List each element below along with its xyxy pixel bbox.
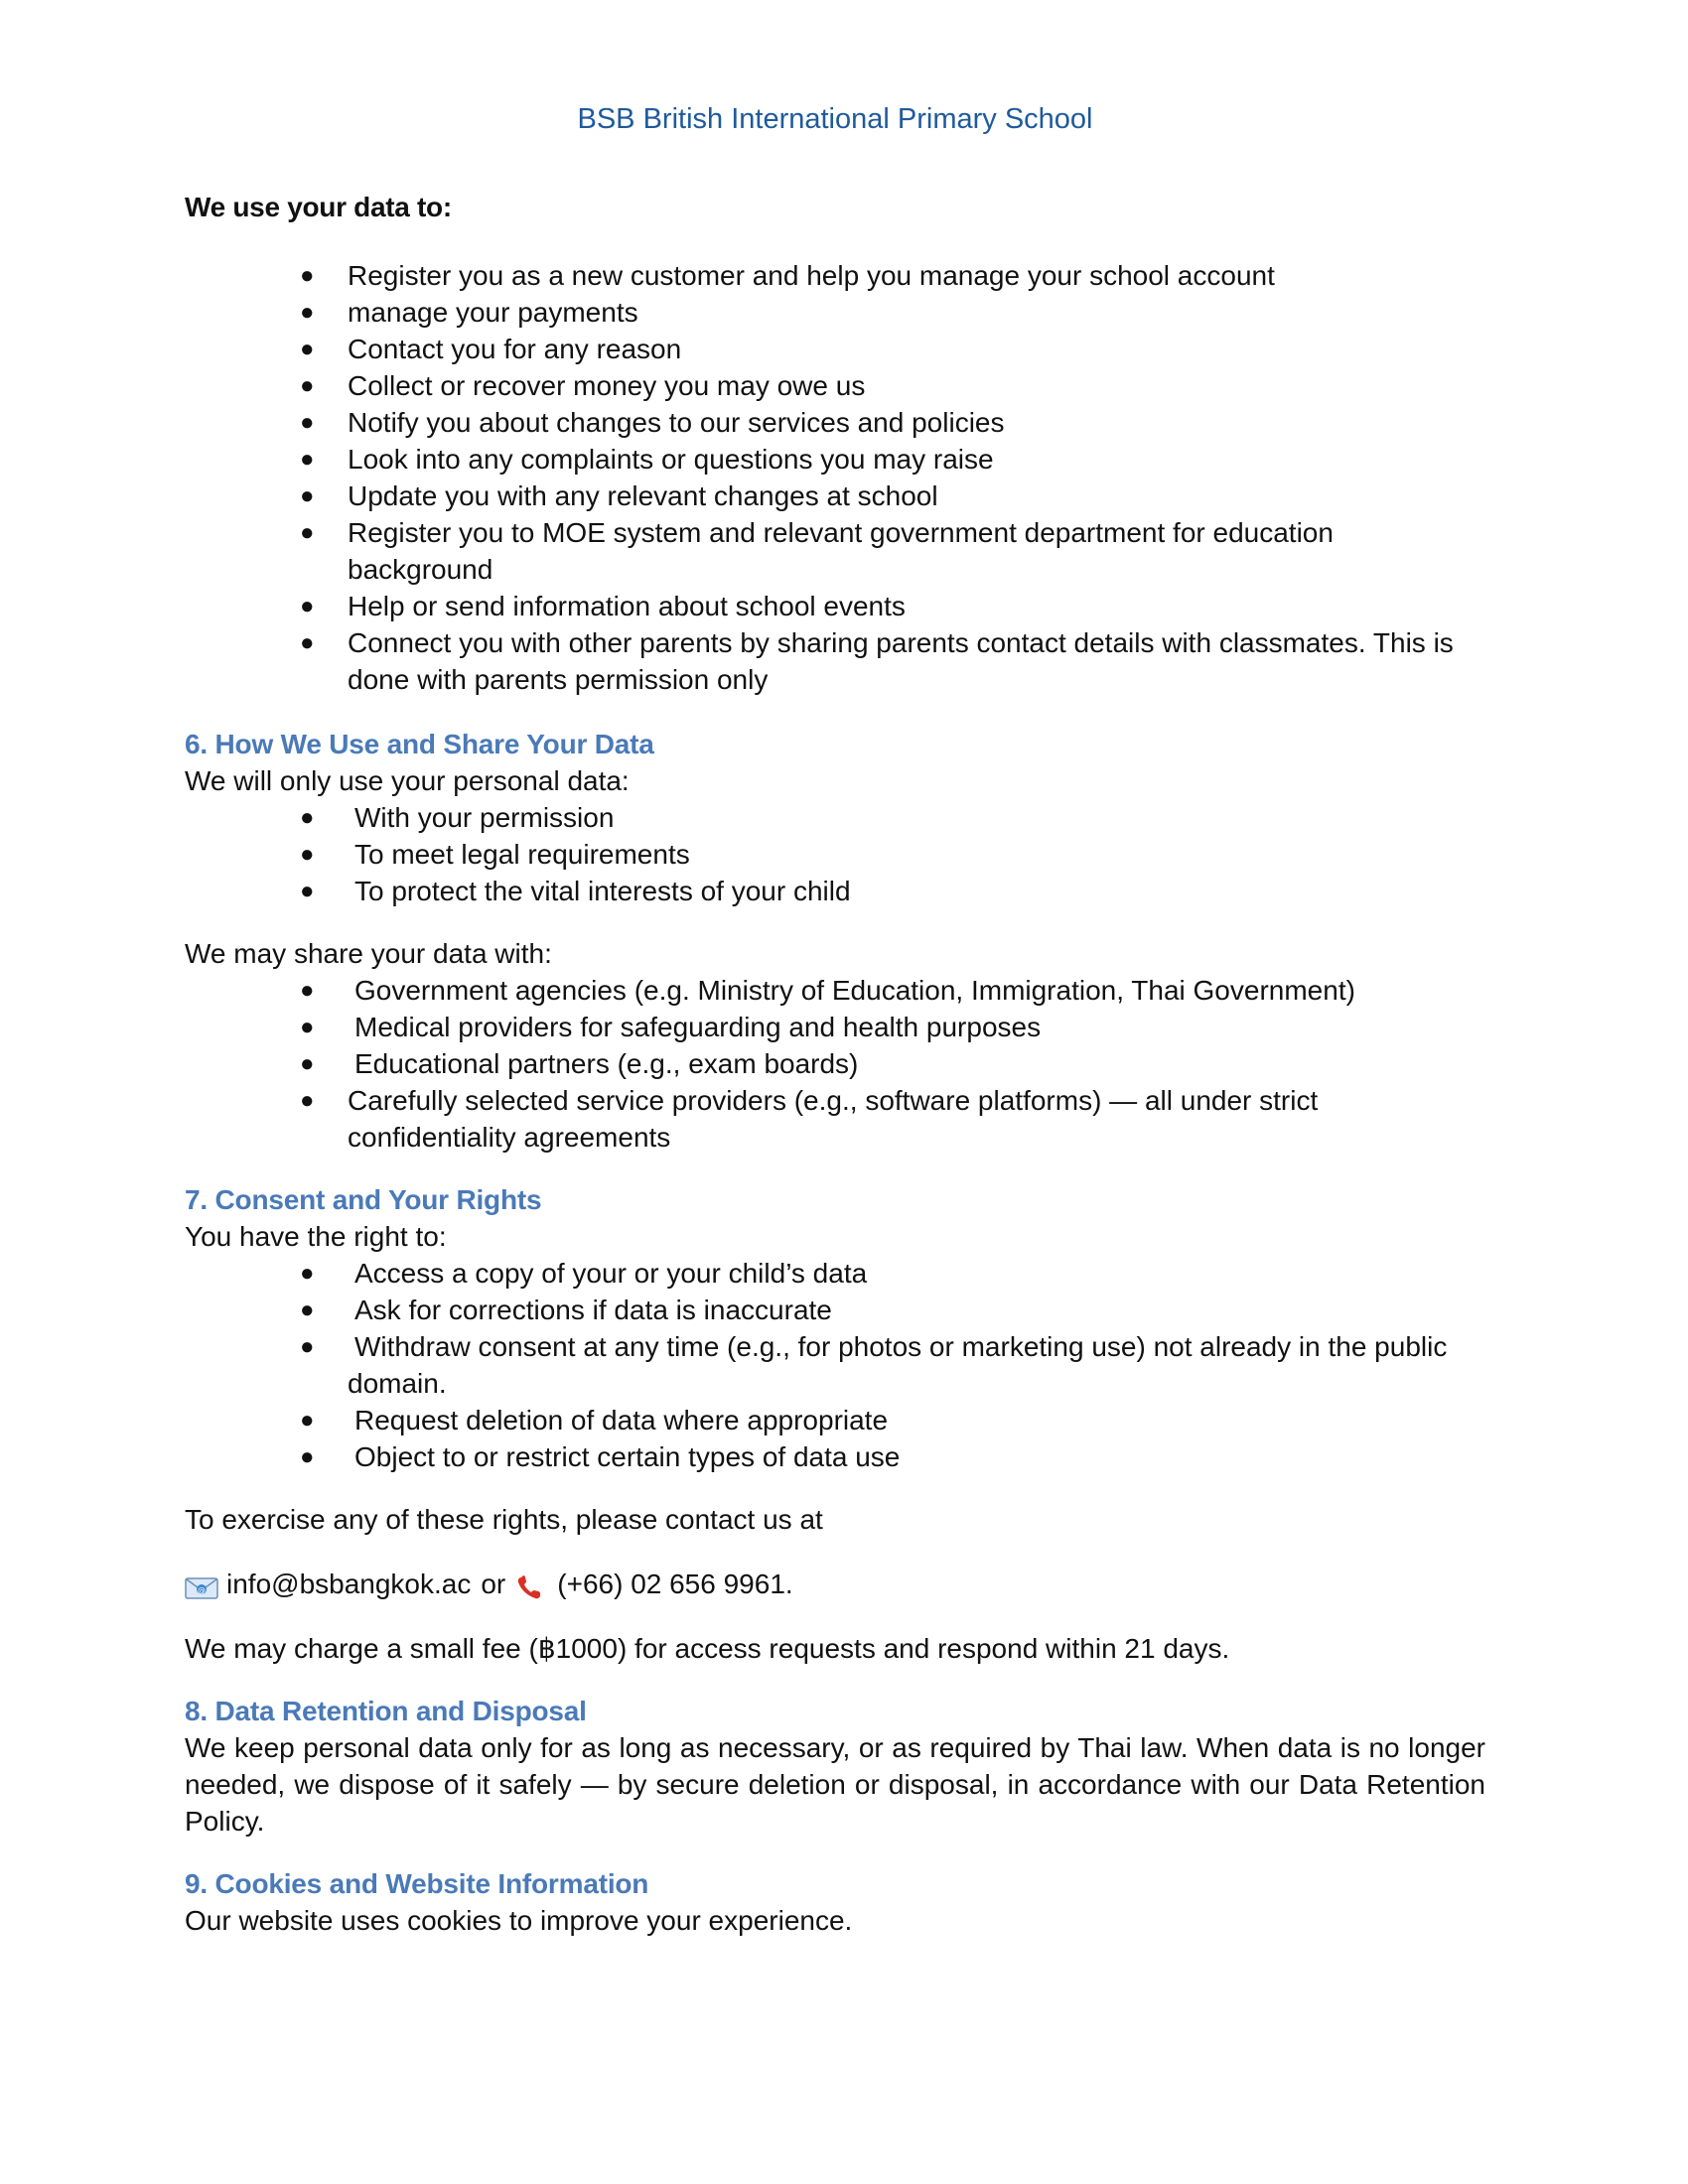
- envelope-icon: [185, 1572, 218, 1596]
- list-item: ● Medical providers for safeguarding and health purposes: [185, 1009, 1485, 1045]
- list-item: ● Object to or restrict certain types of data use: [185, 1438, 1485, 1475]
- bullet-icon: ●: [300, 519, 315, 546]
- contact-line: [185, 1566, 1485, 1602]
- list-item: ● Notify you about changes to our services and policies: [185, 404, 1485, 441]
- bullet-icon: ●: [300, 977, 315, 1004]
- list-item: ● Register you to MOE system and relevant government department for education background: [185, 514, 1485, 588]
- list-item: ● To meet legal requirements: [185, 836, 1485, 873]
- list-item: ● With your permission: [185, 799, 1485, 836]
- bullet-icon: ●: [300, 593, 315, 619]
- bullet-icon: ●: [300, 1087, 315, 1114]
- list-item: ● Register you as a new customer and help you manage your school account: [185, 257, 1485, 294]
- bullet-icon: ●: [300, 804, 315, 831]
- contact-or-text: or: [481, 1569, 506, 1599]
- bullet-icon: ●: [300, 409, 315, 436]
- section-8-body: We keep personal data only for as long as necessary, or as required by Thai law. When data is no longer needed, we dispose of it safely — by secure deletion or disposal, in accordance with our Data Retention Policy.: [185, 1732, 1485, 1837]
- list-item: ● Ask for corrections if data is inaccurate: [185, 1292, 1485, 1328]
- list-item: ● Government agencies (e.g. Ministry of Education, Immigration, Thai Government): [185, 972, 1485, 1009]
- section-6-use-list: [185, 799, 1485, 909]
- list-item: ● Collect or recover money you may owe us: [185, 367, 1485, 404]
- section-6-use-intro: We will only use your personal data:: [185, 765, 630, 796]
- intro-list: [185, 257, 1485, 698]
- document-title: BSB British International Primary School: [577, 103, 1093, 135]
- section-6-heading: 6. How We Use and Share Your Data: [185, 729, 654, 759]
- section-7-list: [185, 1255, 1485, 1475]
- bullet-icon: ●: [300, 1407, 315, 1433]
- bullet-icon: ●: [300, 1443, 315, 1470]
- bullet-icon: ●: [300, 482, 315, 509]
- intro-heading: We use your data to:: [185, 192, 452, 222]
- list-item: ● Contact you for any reason: [185, 331, 1485, 367]
- section-6-share-intro: We may share your data with:: [185, 938, 552, 969]
- section-7-heading: 7. Consent and Your Rights: [185, 1184, 542, 1215]
- list-item: ● Carefully selected service providers (e.g., software platforms) — all under strict confidentiality agreements: [185, 1082, 1485, 1156]
- list-item: ● Access a copy of your or your child’s data: [185, 1255, 1485, 1292]
- list-item: ● Request deletion of data where appropriate: [185, 1402, 1485, 1438]
- bullet-icon: ●: [300, 1333, 315, 1360]
- section-7-contact-intro: To exercise any of these rights, please contact us at: [185, 1504, 823, 1535]
- section-9-body: Our website uses cookies to improve your experience.: [185, 1905, 853, 1936]
- bullet-icon: ●: [300, 299, 315, 326]
- list-item: ● Withdraw consent at any time (e.g., for photos or marketing use) not already in the public domain.: [185, 1328, 1485, 1402]
- list-item: ● Educational partners (e.g., exam boards): [185, 1045, 1485, 1082]
- list-item: ● To protect the vital interests of your child: [185, 873, 1485, 909]
- bullet-icon: ●: [300, 336, 315, 362]
- section-7-intro: You have the right to:: [185, 1221, 447, 1252]
- bullet-icon: ●: [300, 262, 315, 289]
- list-item: ● Connect you with other parents by sharing parents contact details with classmates. This is done with parents permission only: [185, 624, 1485, 698]
- bullet-icon: ●: [300, 629, 315, 656]
- phone-icon: [515, 1572, 549, 1596]
- contact-email-link[interactable]: info@bsbangkok.ac: [226, 1569, 472, 1599]
- bullet-icon: ●: [300, 1297, 315, 1323]
- bullet-icon: ●: [300, 372, 315, 399]
- bullet-icon: ●: [300, 841, 315, 868]
- bullet-icon: ●: [300, 1014, 315, 1040]
- list-item: ● Update you with any relevant changes at school: [185, 478, 1485, 514]
- bullet-icon: ●: [300, 1260, 315, 1287]
- list-item: ● Look into any complaints or questions you may raise: [185, 441, 1485, 478]
- section-7-fee-text: We may charge a small fee (฿1000) for access requests and respond within 21 days.: [185, 1633, 1230, 1664]
- bullet-icon: ●: [300, 1050, 315, 1077]
- section-8-heading: 8. Data Retention and Disposal: [185, 1696, 587, 1726]
- bullet-icon: ●: [300, 878, 315, 904]
- document-page: [185, 99, 1485, 1939]
- list-item: ● manage your payments: [185, 294, 1485, 331]
- contact-phone-link[interactable]: (+66) 02 656 9961.: [557, 1569, 793, 1599]
- section-6-share-list: [185, 972, 1485, 1156]
- section-9-heading: 9. Cookies and Website Information: [185, 1868, 649, 1899]
- list-item: ● Help or send information about school events: [185, 588, 1485, 624]
- bullet-icon: ●: [300, 446, 315, 473]
- svg-text:@: @: [198, 1585, 206, 1594]
